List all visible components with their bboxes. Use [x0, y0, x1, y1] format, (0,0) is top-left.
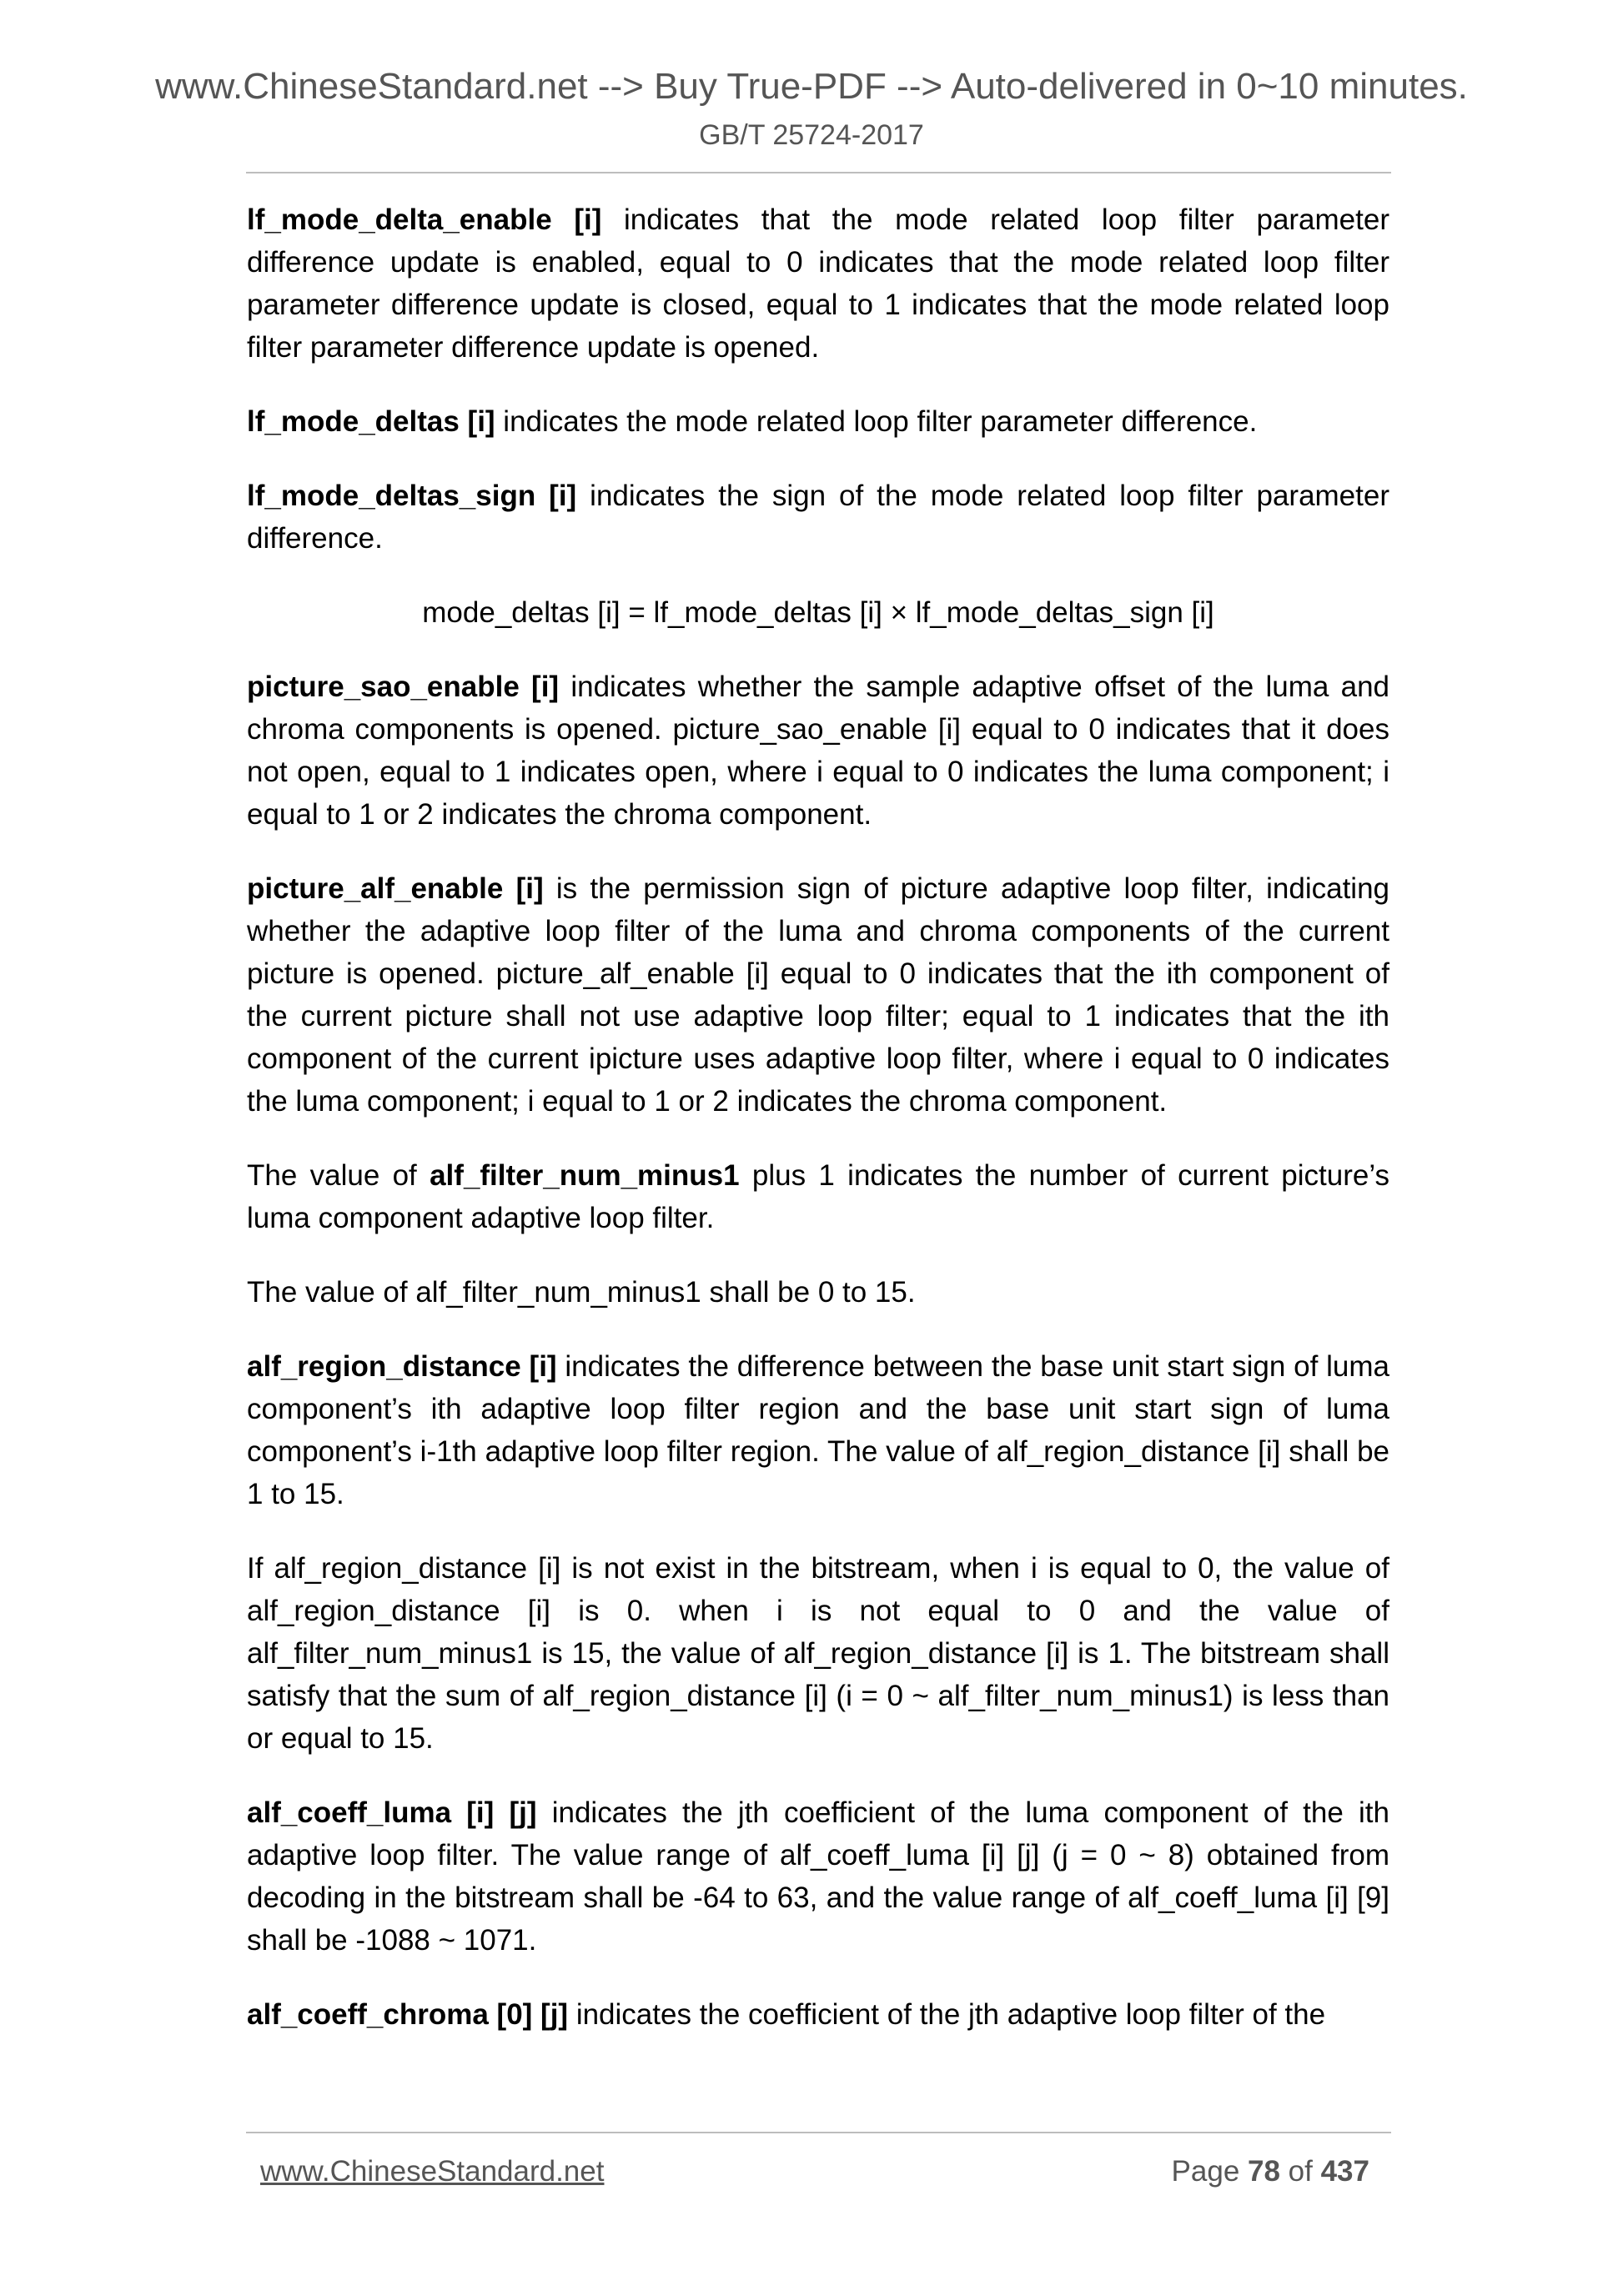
term: alf_region_distance [i]	[247, 1350, 557, 1383]
page-word: Page	[1171, 2155, 1249, 2188]
definition-text: indicates the coefficient of the jth adaptive loop filter of the	[568, 1998, 1326, 2031]
definition-text: indicates the sign of the mode related loop filter parameter difference.	[247, 480, 1389, 555]
header-banner[interactable]: www.ChineseStandard.net --> Buy True-PDF --> Auto-delivered in 0~10 minutes.	[155, 66, 1468, 107]
paragraph-lf-mode-deltas-sign	[247, 475, 1389, 560]
page-total: 437	[1320, 2155, 1369, 2188]
definition-text: indicates the difference between the base unit start sign of luma component’s ith adaptive loop filter region and the base unit start sign of luma component’s i-1th adaptive loop filter region. The value of alf_region_distance [i] shall be 1 to 15.	[247, 1350, 1390, 1510]
term: alf_coeff_luma [i] [j]	[247, 1796, 537, 1829]
term: alf_filter_num_minus1	[430, 1159, 740, 1192]
paragraph-alf-region-distance-default: If alf_region_distance [i] is not exist in the bitstream, when i is equal to 0, the value of alf_region_distance [i] is 0. when i is not equal to 0 and the value of alf_filter_num_minus1 is 15, the value of alf_region_distance [i] is 1. The bitstream shall satisfy that the sum of alf_region_distance [i] (i = 0 ~ alf_filter_num_minus1) is less than or equal to 15.	[247, 1552, 1389, 1755]
paragraph-lf-mode-deltas	[247, 400, 1389, 443]
paragraph-alf-coeff-luma	[247, 1791, 1389, 1962]
footer-website-link[interactable]: www.ChineseStandard.net	[260, 2155, 605, 2188]
footer-divider	[246, 2132, 1391, 2133]
document-body	[247, 198, 1389, 2067]
paragraph-alf-filter-num-range: The value of alf_filter_num_minus1 shall be 0 to 15.	[247, 1276, 916, 1309]
page-indicator	[1172, 2152, 1369, 2192]
definition-text: indicates that the mode related loop filter parameter difference update is enabled, equal to 0 indicates that the mode related loop filter parameter difference update is closed, equal to 1 indicates that the mode related loop filter parameter difference update is opened.	[247, 203, 1389, 364]
paragraph-alf-coeff-chroma	[247, 1993, 1389, 2036]
formula-mode-deltas: mode_deltas [i] = lf_mode_deltas [i] × lf_mode_deltas_sign [i]	[422, 596, 1214, 629]
definition-text: plus 1 indicates the number of current picture’s luma component adaptive loop filter.	[247, 1159, 1389, 1234]
term: lf_mode_deltas [i]	[247, 405, 495, 438]
definition-text: indicates the jth coefficient of the luma component of the ith adaptive loop filter. The value range of alf_coeff_luma [i] [j] (j = 0 ~ 8) obtained from decoding in the bitstream shall be -64 to 63, and the value range of alf_coeff_luma [i] [9] shall be -1088 ~ 1071.	[247, 1796, 1389, 1957]
paragraph-picture-sao-enable	[247, 666, 1389, 836]
standard-number: GB/T 25724-2017	[699, 119, 924, 151]
term: lf_mode_delta_enable [i]	[247, 203, 602, 236]
paragraph-alf-region-distance	[247, 1345, 1389, 1515]
definition-text: is the permission sign of picture adaptive loop filter, indicating whether the adaptive loop filter of the luma and chroma components of the current picture is opened. picture_alf_enable [i] equal to 0 indicates that the ith component of the current picture shall not use adaptive loop filter; equal to 1 indicates that the ith component of the current ipicture uses adaptive loop filter, where i equal to 0 indicates the luma component; i equal to 1 or 2 indicates the chroma component.	[247, 872, 1390, 1118]
definition-text: indicates the mode related loop filter parameter difference.	[495, 405, 1258, 438]
term: picture_alf_enable [i]	[247, 872, 544, 905]
paragraph-alf-filter-num-minus1	[247, 1154, 1389, 1239]
term: lf_mode_deltas_sign [i]	[247, 480, 577, 512]
of-word: of	[1279, 2155, 1321, 2188]
paragraph-lf-mode-delta-enable	[247, 198, 1389, 369]
page-number: 78	[1248, 2155, 1280, 2188]
prefix-text: The value of	[247, 1159, 430, 1192]
header-divider	[246, 172, 1391, 173]
definition-text: indicates whether the sample adaptive offset of the luma and chroma components is opened. picture_sao_enable [i] equal to 0 indicates that it does not open, equal to 1 indicates open, where i equal to 0 indicates the luma component; i equal to 1 or 2 indicates the chroma component.	[247, 671, 1389, 831]
term: picture_sao_enable [i]	[247, 671, 560, 703]
term: alf_coeff_chroma [0] [j]	[247, 1998, 569, 2031]
paragraph-picture-alf-enable	[247, 867, 1389, 1123]
